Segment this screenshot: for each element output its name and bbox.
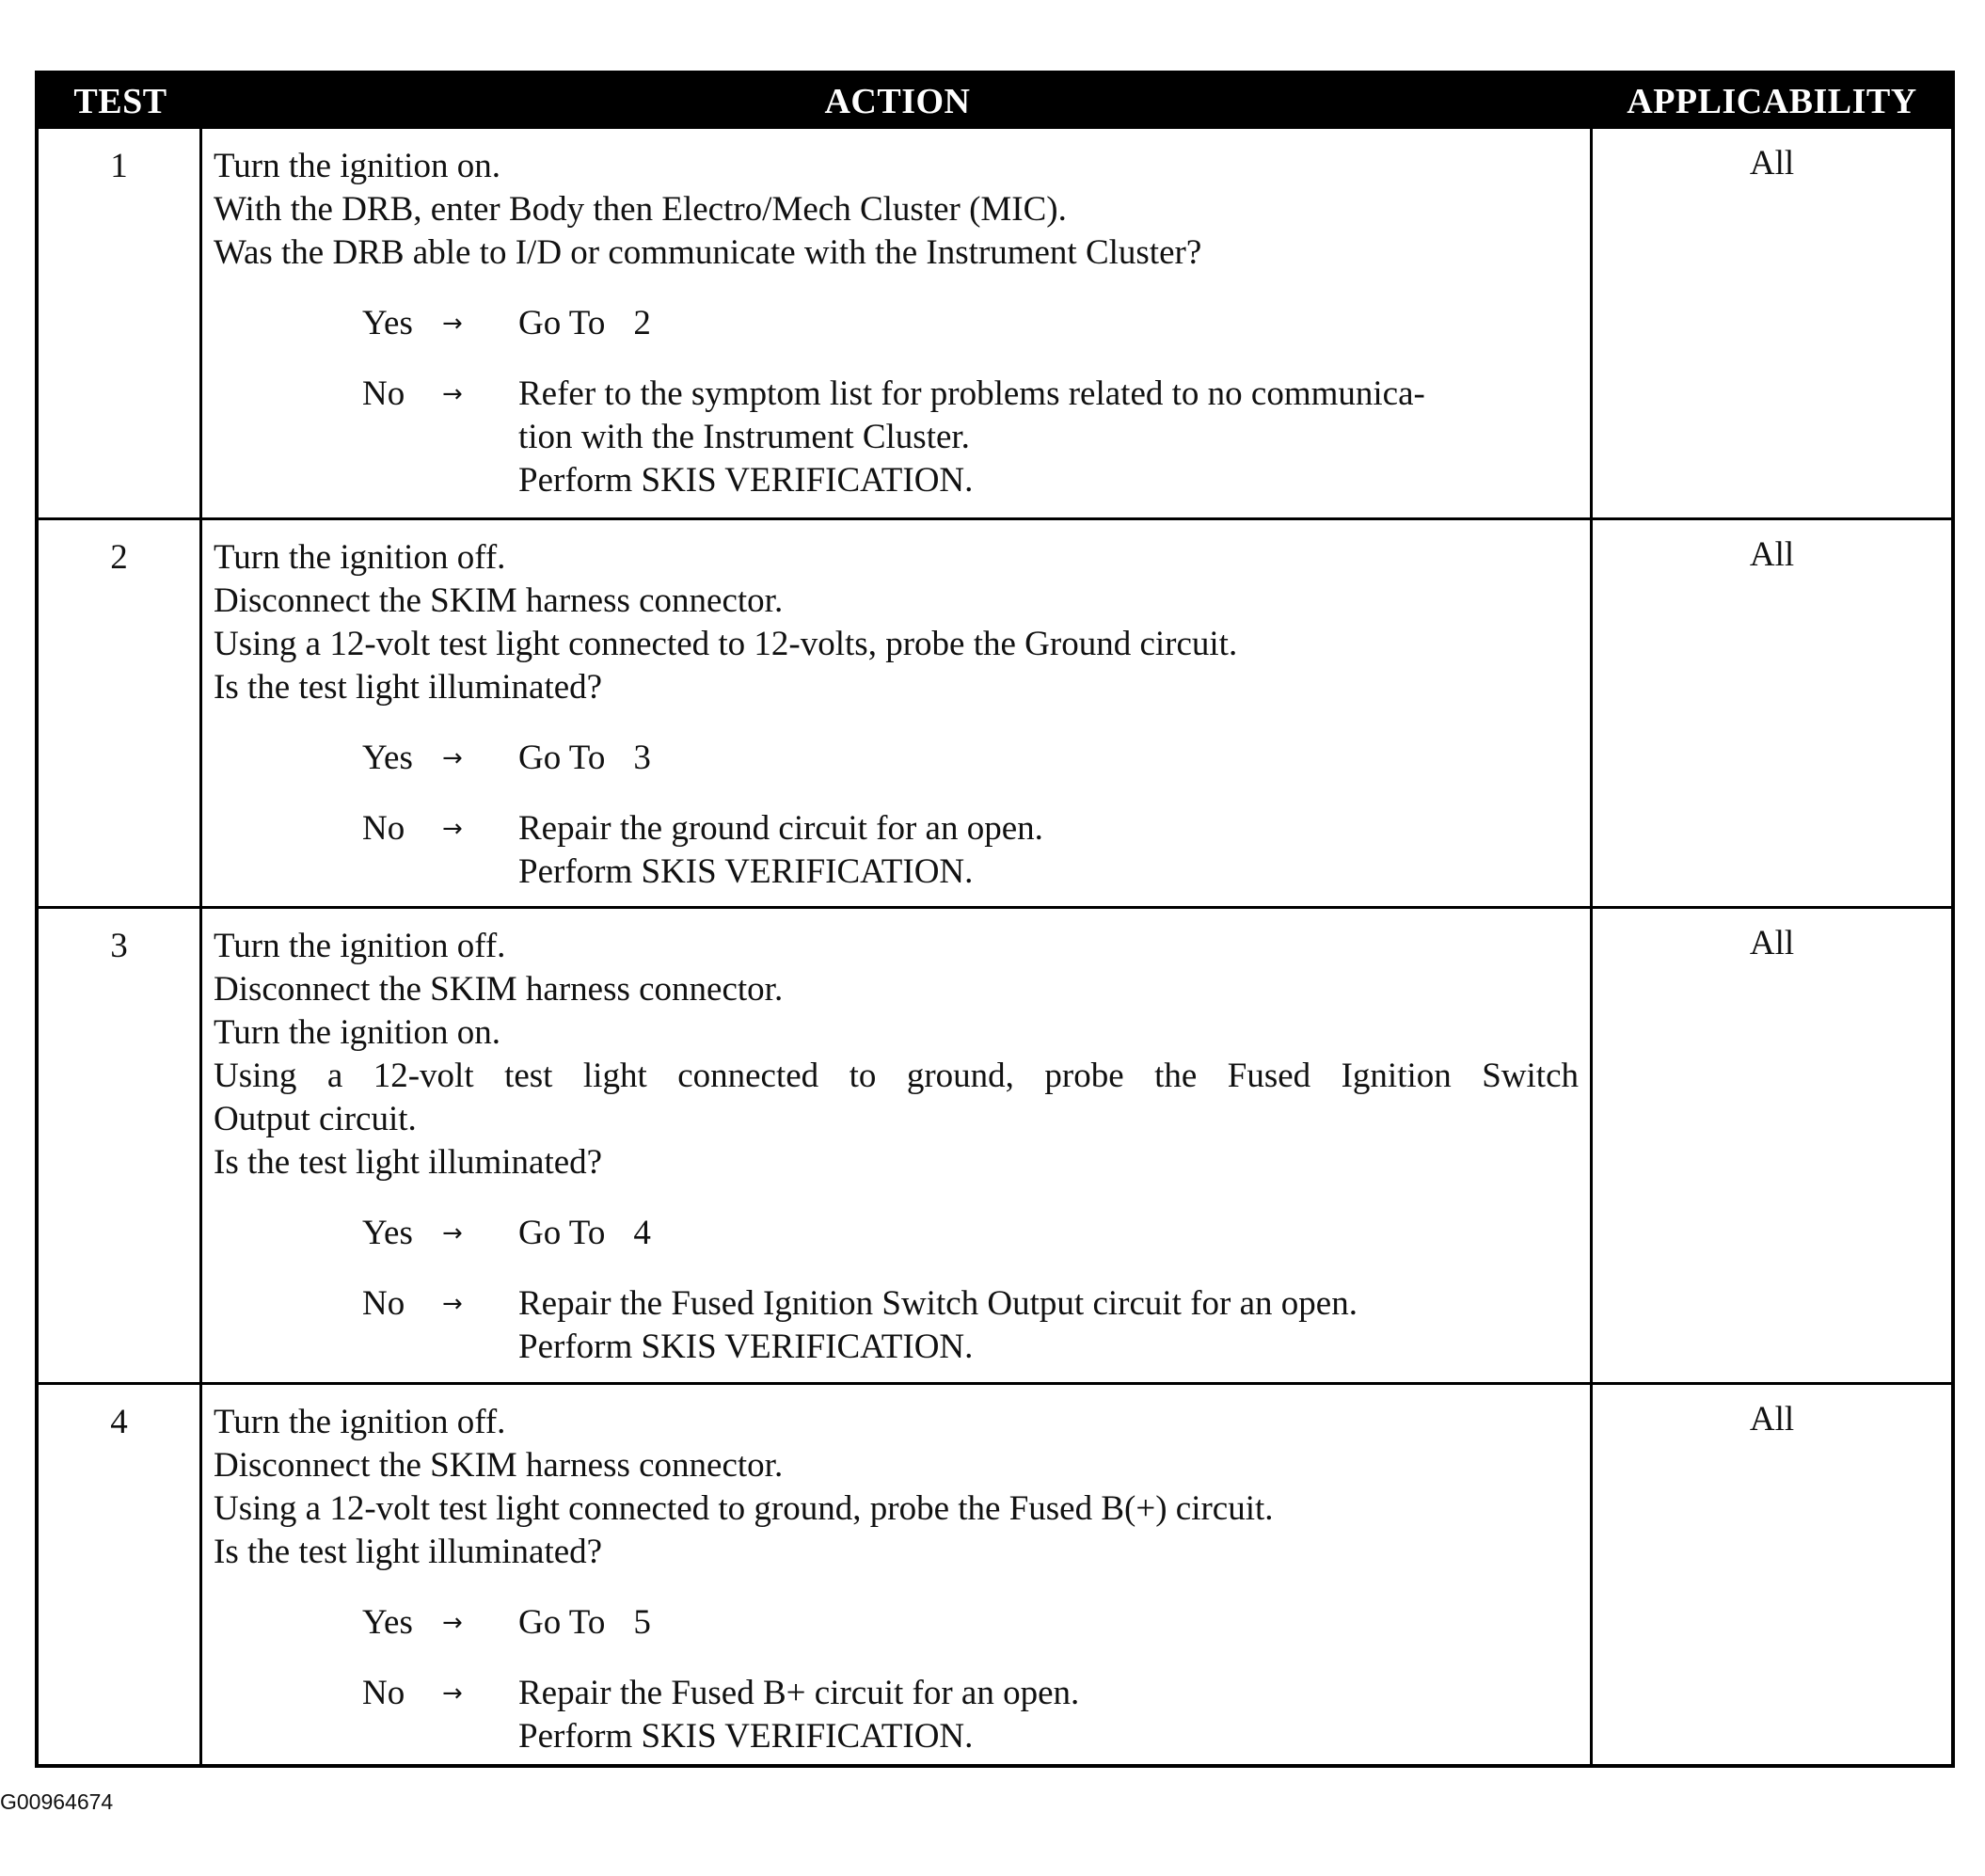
- yes-outcome: [362, 1212, 1579, 1255]
- no-outcome: [362, 1282, 1579, 1369]
- yes-result: [518, 1601, 1579, 1645]
- no-result: [518, 373, 1579, 502]
- yes-outcome: [362, 302, 1579, 345]
- instruction-line: Was the DRB able to I/D or communicate with the Instrument Cluster?: [214, 233, 1202, 272]
- yes-outcome: [362, 1601, 1579, 1645]
- header-applicability: APPLICABILITY: [1593, 74, 1951, 129]
- no-label: No: [362, 1284, 405, 1323]
- yes-label: Yes: [362, 739, 413, 777]
- applicability-1: All: [1749, 144, 1795, 183]
- applicability-4: All: [1593, 1382, 1951, 1764]
- right-arrow-icon: →: [442, 380, 463, 408]
- instruction-line: Is the test light illuminated?: [214, 1533, 603, 1571]
- outcomes: [362, 737, 1579, 894]
- right-arrow-icon: →: [442, 1609, 463, 1637]
- instruction-line: Using a 12-volt test light connected to ground, probe the Fused Ignition Switch: [214, 1057, 1579, 1095]
- no-outcome: [362, 373, 1579, 502]
- test-action-1: [202, 129, 1593, 517]
- no-result-line: Refer to the symptom list for problems related to no communica-: [518, 374, 1425, 413]
- outcomes: [362, 302, 1579, 502]
- applicability-2: All: [1593, 517, 1951, 906]
- no-result: [518, 807, 1579, 894]
- no-label: No: [362, 1674, 405, 1712]
- right-arrow-icon: →: [442, 815, 463, 843]
- yes-label: Yes: [362, 1603, 413, 1642]
- instruction-line: Turn the ignition on.: [214, 1013, 500, 1052]
- yes-result: [518, 737, 1579, 780]
- goto-target: 4: [633, 1214, 651, 1252]
- no-result-line: Perform SKIS VERIFICATION.: [518, 1328, 974, 1366]
- no-result-line: Repair the Fused Ignition Switch Output circuit for an open.: [518, 1284, 1358, 1323]
- right-arrow-icon: →: [442, 1679, 463, 1708]
- no-result: [518, 1672, 1579, 1758]
- no-result: [518, 1282, 1579, 1369]
- test-number-4: 4: [39, 1382, 202, 1764]
- instruction-line: Using a 12-volt test light connected to ground, probe the Fused B(+) circuit.: [214, 1489, 1274, 1528]
- no-outcome: [362, 1672, 1579, 1758]
- no-result-line: tion with the Instrument Cluster.: [518, 418, 970, 456]
- instruction-line: Is the test light illuminated?: [214, 1143, 603, 1182]
- instruction-line: With the DRB, enter Body then Electro/Mech Cluster (MIC).: [214, 190, 1067, 229]
- yes-label: Yes: [362, 304, 413, 342]
- test-action-4: [202, 1382, 1593, 1764]
- yes-outcome: [362, 737, 1579, 780]
- yes-result: [518, 302, 1579, 345]
- goto-target: 2: [633, 304, 651, 342]
- yes-label: Yes: [362, 1214, 413, 1252]
- no-result-line: Perform SKIS VERIFICATION.: [518, 1717, 974, 1756]
- header-action: ACTION: [202, 74, 1593, 129]
- no-result-line: Perform SKIS VERIFICATION.: [518, 461, 974, 500]
- goto-text: Go To: [518, 1214, 606, 1252]
- no-label: No: [362, 374, 405, 413]
- instruction-line: Disconnect the SKIM harness connector.: [214, 581, 784, 620]
- test-action-2: [202, 517, 1593, 906]
- goto-text: Go To: [518, 739, 606, 777]
- instruction-line: Turn the ignition off.: [214, 538, 506, 577]
- no-result-line: Perform SKIS VERIFICATION.: [518, 852, 974, 891]
- test-action-3: [202, 906, 1593, 1382]
- instruction-line: Disconnect the SKIM harness connector.: [214, 1446, 784, 1485]
- instruction-line: Output circuit.: [214, 1100, 417, 1138]
- figure-id: G00964674: [0, 1789, 114, 1814]
- right-arrow-icon: →: [442, 744, 463, 772]
- goto-target: 5: [633, 1603, 651, 1642]
- goto-text: Go To: [518, 1603, 606, 1642]
- instruction-line: Is the test light illuminated?: [214, 668, 603, 707]
- applicability-3: All: [1593, 906, 1951, 1382]
- no-label: No: [362, 809, 405, 848]
- instruction-line: Turn the ignition off.: [214, 1403, 506, 1441]
- outcomes: [362, 1601, 1579, 1758]
- no-outcome: [362, 807, 1579, 894]
- right-arrow-icon: →: [442, 1219, 463, 1248]
- no-result-line: Repair the Fused B+ circuit for an open.: [518, 1674, 1080, 1712]
- no-result-line: Repair the ground circuit for an open.: [518, 809, 1043, 848]
- goto-target: 3: [633, 739, 651, 777]
- instruction-line: Turn the ignition on.: [214, 147, 500, 185]
- instruction-line: Disconnect the SKIM harness connector.: [214, 970, 784, 1009]
- yes-result: [518, 1212, 1579, 1255]
- test-number-2: 2: [39, 517, 202, 906]
- outcomes: [362, 1212, 1579, 1369]
- instruction-line: Turn the ignition off.: [214, 927, 506, 965]
- header-test: TEST: [39, 74, 202, 129]
- test-number-1: 1: [39, 129, 202, 517]
- right-arrow-icon: →: [442, 1290, 463, 1318]
- diagnostic-test-table: [35, 71, 1955, 1768]
- goto-text: Go To: [518, 304, 606, 342]
- test-number-3: 3: [39, 906, 202, 1382]
- right-arrow-icon: →: [442, 310, 463, 338]
- instruction-line: Using a 12-volt test light connected to 12-volts, probe the Ground circuit.: [214, 625, 1238, 663]
